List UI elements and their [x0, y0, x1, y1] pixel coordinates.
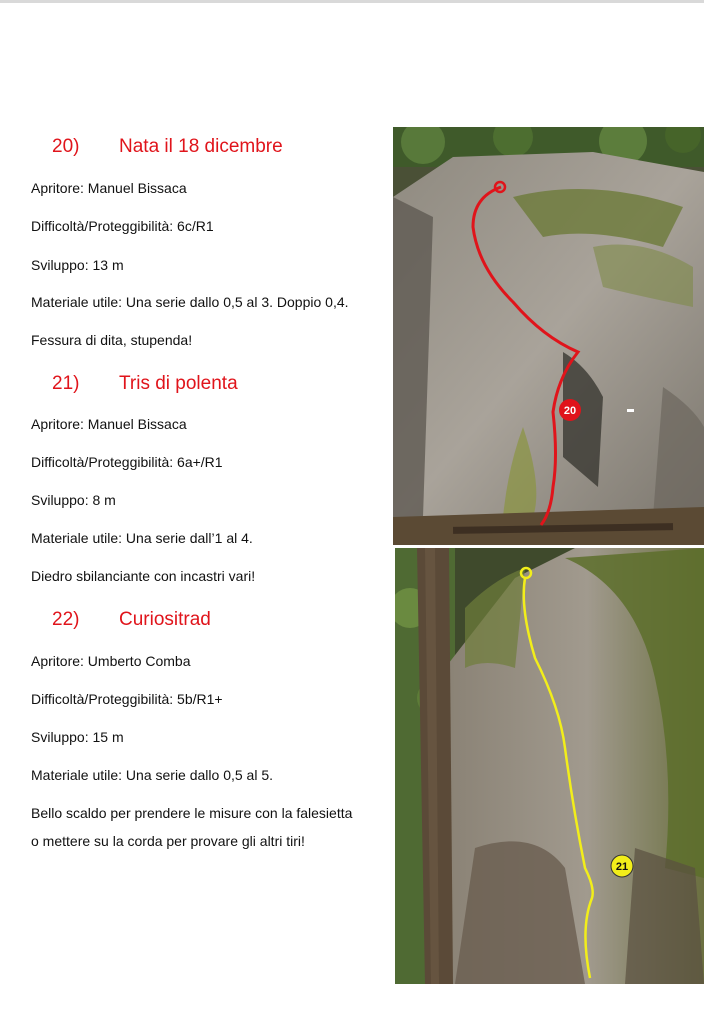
route-22-gear: Materiale utile: Una serie dallo 0,5 al 5.: [31, 767, 274, 783]
svg-text:20: 20: [563, 405, 577, 417]
route-21-length: Sviluppo: 8 m: [31, 492, 116, 508]
route-20-photo: [393, 127, 704, 545]
route-20-length: Sviluppo: 13 m: [31, 257, 124, 273]
route-20-opener: Apritore: Manuel Bissaca: [31, 180, 187, 196]
route-21-title: 21) Tris di polenta: [52, 373, 238, 394]
route-21-gear: Materiale utile: Una serie dall’1 al 4.: [31, 530, 253, 546]
route-20-gear: Materiale utile: Una serie dallo 0,5 al 3. Doppio 0,4.: [31, 294, 349, 310]
route-22-note-1: Bello scaldo per prendere le misure con la falesietta: [31, 805, 353, 821]
route-22-length: Sviluppo: 15 m: [31, 729, 124, 745]
route-21-opener: Apritore: Manuel Bissaca: [31, 416, 187, 432]
route-21-grade: Difficoltà/Proteggibilità: 6a+/R1: [31, 454, 223, 470]
route-20-title: 20) Nata il 18 dicembre: [52, 136, 283, 157]
route-21-photo: [395, 548, 704, 984]
route-21-note: Diedro sbilanciante con incastri vari!: [31, 568, 256, 584]
route-22-opener: Apritore: Umberto Comba: [31, 653, 191, 669]
top-divider: [0, 0, 704, 3]
route-20-note: Fessura di dita, stupenda!: [31, 332, 193, 348]
route-20-grade: Difficoltà/Proteggibilità: 6c/R1: [31, 218, 214, 234]
route-22-grade: Difficoltà/Proteggibilità: 5b/R1+: [31, 691, 223, 707]
route-22-note-2: o mettere su la corda per provare gli altri tiri!: [31, 833, 305, 849]
route-22-title: 22) Curiositrad: [52, 609, 211, 630]
svg-text:21: 21: [615, 861, 629, 873]
